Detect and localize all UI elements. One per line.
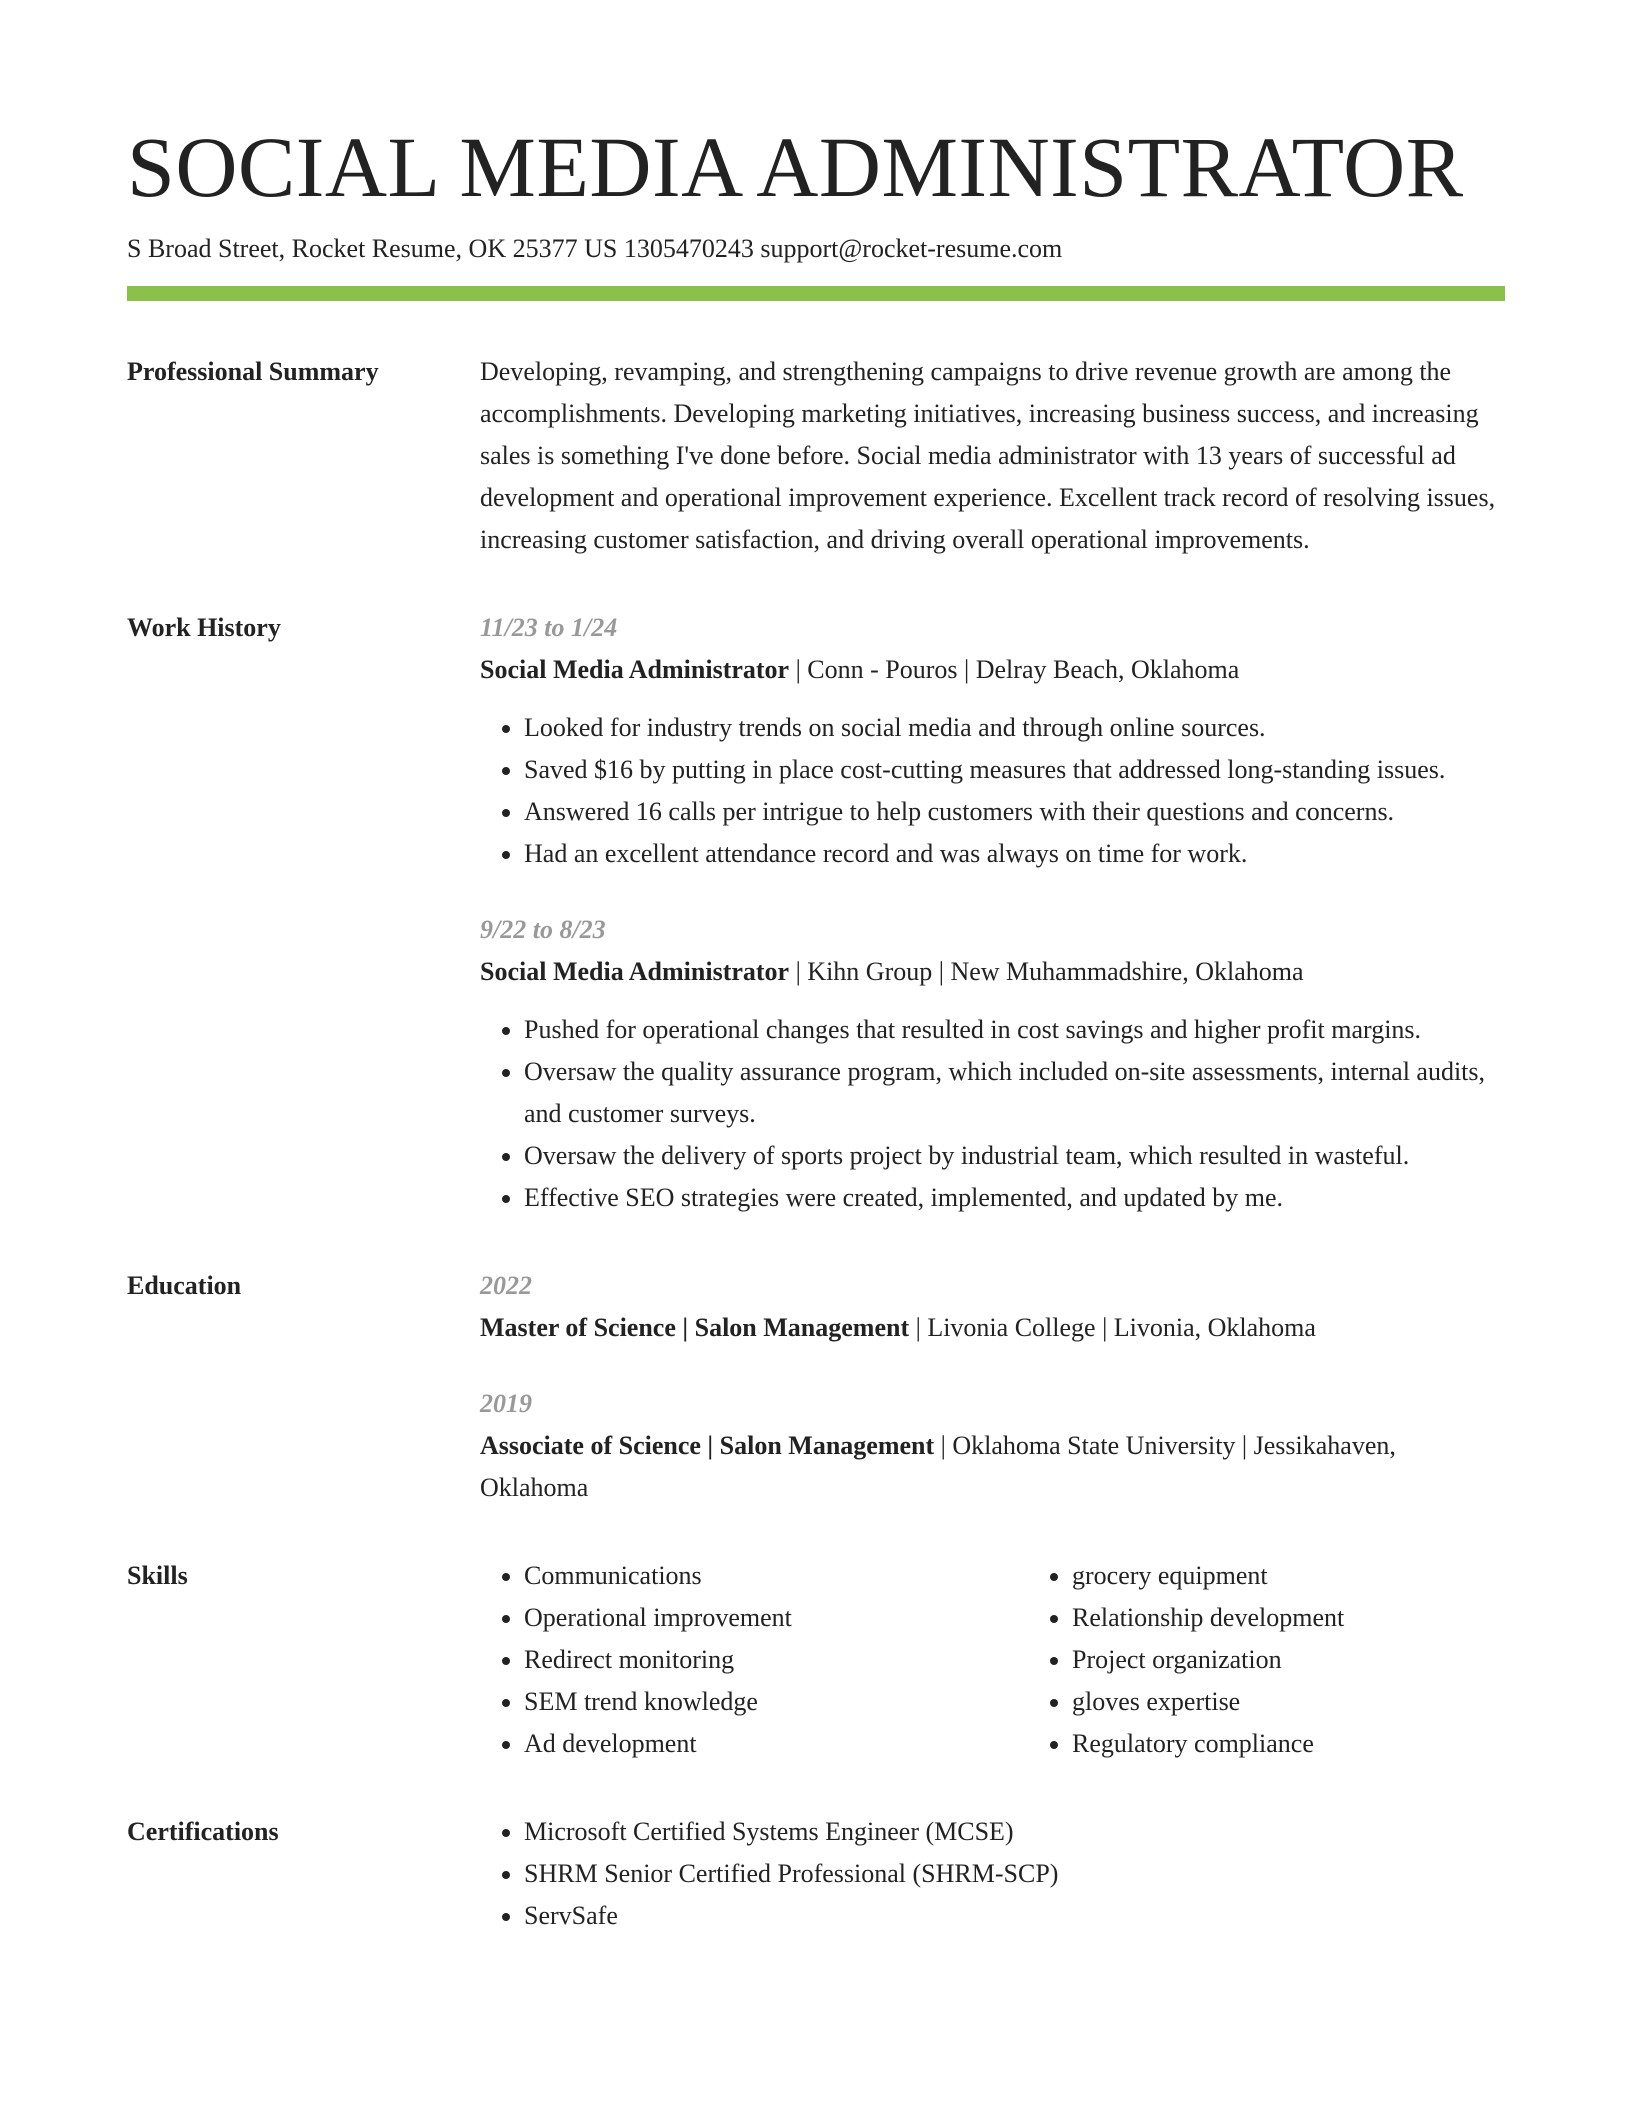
job-bullets: [480, 707, 1505, 875]
education-date: 2019: [480, 1389, 532, 1419]
skills-section: [127, 1555, 1505, 1765]
skills-list-left: [480, 1555, 1028, 1765]
education-date: 2022: [480, 1271, 532, 1301]
work-history-section: [127, 607, 1505, 1219]
degree: Master of Science | Salon Management: [480, 1313, 910, 1343]
degree: Associate of Science | Salon Management: [480, 1431, 935, 1461]
job-bullet: • Effective SEO strategies were created, implemented, and updated by me.: [524, 1177, 1505, 1219]
job-title: Social Media Administrator: [480, 655, 790, 685]
education-section: [127, 1265, 1505, 1509]
section-title-certifications: Certifications: [127, 1817, 279, 1847]
job-bullet: • Looked for industry trends on social media and through online sources.: [524, 707, 1505, 749]
skill-item: • gloves expertise: [1072, 1681, 1505, 1723]
job-bullet: • Pushed for operational changes that resulted in cost savings and higher profit margins.: [524, 1009, 1505, 1051]
section-title-summary: Professional Summary: [127, 357, 379, 387]
skills-list-right: [1028, 1555, 1505, 1765]
certifications-list: [480, 1811, 1505, 1937]
certifications-section: [127, 1811, 1505, 1937]
job-title-line: [480, 649, 1505, 691]
school-details: | Oklahoma State University | Jessikahaven, Oklahoma: [480, 1431, 1396, 1503]
resume-page: [127, 119, 1505, 1937]
job-date: 11/23 to 1/24: [480, 613, 618, 643]
skill-item: • SEM trend knowledge: [524, 1681, 1028, 1723]
job-bullet: • Oversaw the quality assurance program, which included on-site assessments, internal audits, and customer surveys.: [524, 1051, 1505, 1135]
skill-item: • Relationship development: [1072, 1597, 1505, 1639]
skill-item: • grocery equipment: [1072, 1555, 1505, 1597]
job-entry: [480, 607, 1505, 875]
header-divider: [127, 286, 1505, 301]
job-date: 9/22 to 8/23: [480, 915, 606, 945]
summary-section: [127, 351, 1505, 561]
job-bullet: • Oversaw the delivery of sports project by industrial team, which resulted in wasteful.: [524, 1135, 1505, 1177]
section-title-education: Education: [127, 1271, 242, 1301]
skill-item: • Operational improvement: [524, 1597, 1028, 1639]
certification-item: • Microsoft Certified Systems Engineer (MCSE): [524, 1811, 1505, 1853]
contact-line: S Broad Street, Rocket Resume, OK 25377 US 1305470243 support@rocket-resume.com: [127, 234, 1063, 264]
skill-item: • Project organization: [1072, 1639, 1505, 1681]
job-bullets: [480, 1009, 1505, 1219]
summary-text: Developing, revamping, and strengthening campaigns to drive revenue growth are among the accomplishments. Developing marketing initiatives, increasing business success, and increasing sales is something I've done before. Social media administrator with 13 years of successful ad development and operational improvement experience. Excellent track record of resolving issues, increasing customer satisfaction, and driving overall operational improvements.: [480, 357, 1496, 555]
job-bullet: • Answered 16 calls per intrigue to help customers with their questions and concerns.: [524, 791, 1505, 833]
education-entry: [480, 1265, 1505, 1349]
skill-item: • Redirect monitoring: [524, 1639, 1028, 1681]
education-line: [480, 1307, 1505, 1349]
job-entry: [480, 909, 1505, 1219]
education-line: [480, 1425, 1505, 1509]
job-bullet: • Had an excellent attendance record and was always on time for work.: [524, 833, 1505, 875]
job-details: | Conn - Pouros | Delray Beach, Oklahoma: [789, 655, 1240, 685]
skill-item: • Communications: [524, 1555, 1028, 1597]
skill-item: • Regulatory compliance: [1072, 1723, 1505, 1765]
school-details: | Livonia College | Livonia, Oklahoma: [909, 1313, 1316, 1343]
job-bullet: • Saved $16 by putting in place cost-cutting measures that addressed long-standing issues.: [524, 749, 1505, 791]
job-title-line: [480, 951, 1505, 993]
job-details: | Kihn Group | New Muhammadshire, Oklahoma: [789, 957, 1304, 987]
skill-item: • Ad development: [524, 1723, 1028, 1765]
certification-item: • ServSafe: [524, 1895, 1505, 1937]
section-title-work-history: Work History: [127, 613, 281, 643]
education-entry: [480, 1383, 1505, 1509]
section-title-skills: Skills: [127, 1561, 188, 1591]
resume-name: SOCIAL MEDIA ADMINISTRATOR: [127, 119, 1464, 215]
certification-item: • SHRM Senior Certified Professional (SHRM-SCP): [524, 1853, 1505, 1895]
job-title: Social Media Administrator: [480, 957, 790, 987]
